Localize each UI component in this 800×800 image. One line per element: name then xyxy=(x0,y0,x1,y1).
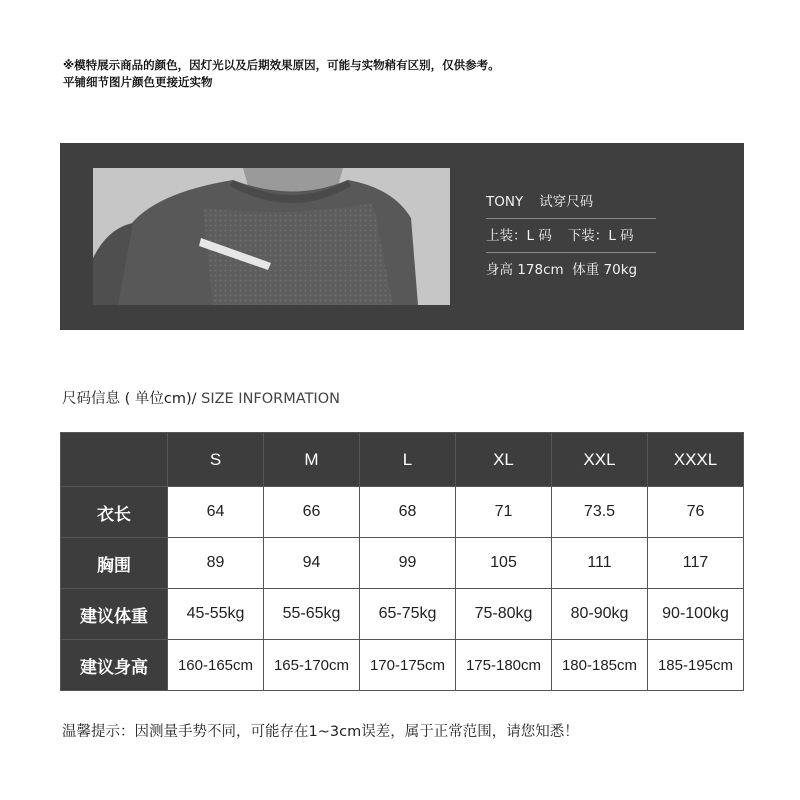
table-cell: 75-80kg xyxy=(456,589,552,640)
table-cell: 65-75kg xyxy=(360,589,456,640)
top-label: 上装： xyxy=(486,228,527,244)
table-cell: 73.5 xyxy=(552,487,648,538)
row-label: 建议身高 xyxy=(61,640,168,691)
disclaimer-note: ※模特展示商品的颜色，因灯光以及后期效果原因，可能与实物稍有区别，仅供参考。 xyxy=(63,58,500,72)
table-cell: 90-100kg xyxy=(648,589,744,640)
size-header: XL xyxy=(456,433,552,487)
divider xyxy=(486,218,656,219)
table-cell: 71 xyxy=(456,487,552,538)
model-photo xyxy=(93,168,450,305)
table-cell: 55-65kg xyxy=(264,589,360,640)
detail-color-note: 平铺细节图片颜色更接近实物 xyxy=(63,75,213,89)
table-cell: 45-55kg xyxy=(168,589,264,640)
row-label: 衣长 xyxy=(61,487,168,538)
table-cell: 185-195cm xyxy=(648,640,744,691)
size-header: XXL xyxy=(552,433,648,487)
weight-value: 70kg xyxy=(603,262,638,278)
measurement-tip: 温馨提示：因测量手势不同，可能存在1~3cm误差，属于正常范围，请您知悉！ xyxy=(62,724,579,740)
table-cell: 180-185cm xyxy=(552,640,648,691)
bottom-label: 下装： xyxy=(567,228,609,244)
table-cell: 89 xyxy=(168,538,264,589)
weight-label: 体重 xyxy=(572,262,600,278)
header-corner xyxy=(61,433,168,487)
table-cell: 80-90kg xyxy=(552,589,648,640)
table-cell: 105 xyxy=(456,538,552,589)
table-cell: 64 xyxy=(168,487,264,538)
table-cell: 76 xyxy=(648,487,744,538)
bottom-size: L 码 xyxy=(608,228,634,244)
model-name: TONY xyxy=(486,194,524,210)
section-title xyxy=(62,387,340,408)
table-cell: 99 xyxy=(360,538,456,589)
size-header: XXXL xyxy=(648,433,744,487)
fit-size-label: 试穿尺码 xyxy=(539,194,594,210)
table-row xyxy=(61,640,744,691)
divider xyxy=(486,252,656,253)
table-row xyxy=(61,538,744,589)
table-cell: 94 xyxy=(264,538,360,589)
table-cell: 111 xyxy=(552,538,648,589)
row-label: 建议体重 xyxy=(61,589,168,640)
section-title-cn: 尺码信息 ( 单位cm)/ xyxy=(62,391,197,407)
size-header: M xyxy=(264,433,360,487)
table-cell: 170-175cm xyxy=(360,640,456,691)
size-table xyxy=(60,432,744,691)
model-name-line xyxy=(486,193,593,211)
height-label: 身高 xyxy=(486,262,513,278)
size-header: L xyxy=(360,433,456,487)
model-size-line xyxy=(486,227,634,245)
size-header-row xyxy=(61,433,744,487)
section-title-en: SIZE INFORMATION xyxy=(196,391,340,407)
table-cell: 160-165cm xyxy=(168,640,264,691)
row-label: 胸围 xyxy=(61,538,168,589)
top-size: L 码 xyxy=(526,228,552,244)
height-value: 178cm xyxy=(517,262,564,278)
model-fit-panel xyxy=(60,143,744,330)
table-row xyxy=(61,487,744,538)
table-cell: 66 xyxy=(264,487,360,538)
model-body-line xyxy=(486,261,637,279)
size-header: S xyxy=(168,433,264,487)
table-cell: 175-180cm xyxy=(456,640,552,691)
table-cell: 165-170cm xyxy=(264,640,360,691)
table-cell: 68 xyxy=(360,487,456,538)
table-cell: 117 xyxy=(648,538,744,589)
table-row xyxy=(61,589,744,640)
